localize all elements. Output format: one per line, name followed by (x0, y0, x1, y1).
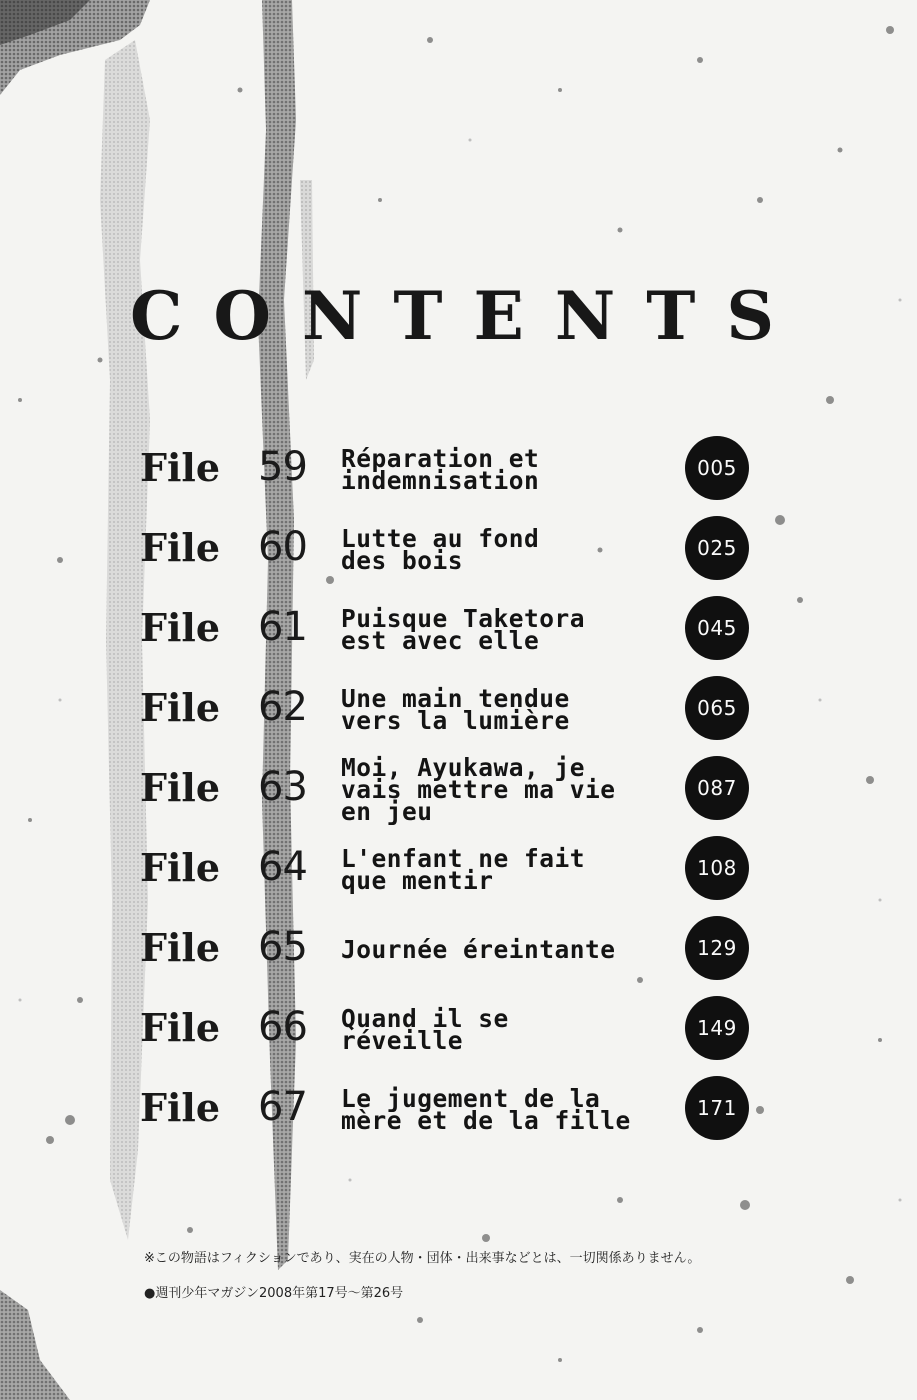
page-number-badge: 108 (685, 836, 749, 900)
file-number: 67 (258, 1084, 307, 1130)
chapter-title: Quand il se réveille (341, 1004, 509, 1055)
file-number: 59 (258, 444, 307, 490)
file-label: File (140, 685, 221, 730)
file-number: 60 (258, 524, 307, 570)
page-number-badge: 005 (685, 436, 749, 500)
file-label: File (140, 1005, 221, 1050)
toc-entry[interactable] (0, 834, 917, 914)
toc-entry[interactable] (0, 994, 917, 1074)
toc-entry[interactable] (0, 754, 917, 834)
chapter-title: L'enfant ne fait que mentir (341, 844, 586, 895)
file-number: 66 (258, 1004, 307, 1050)
file-label: File (140, 845, 221, 890)
file-label: File (140, 605, 221, 650)
chapter-title: Réparation et indemnisation (341, 444, 540, 495)
page-number-badge: 065 (685, 676, 749, 740)
file-number: 62 (258, 684, 307, 730)
page-number-badge: 025 (685, 516, 749, 580)
fiction-disclaimer: ※この物語はフィクションであり、実在の人物・団体・出来事などとは、一切関係ありません。 (144, 1251, 701, 1266)
file-label: File (140, 525, 221, 570)
toc-entry[interactable] (0, 914, 917, 994)
toc-entry[interactable] (0, 674, 917, 754)
toc-entry[interactable] (0, 1074, 917, 1154)
page-number-badge: 149 (685, 996, 749, 1060)
file-label: File (140, 1085, 221, 1130)
page-number-badge: 171 (685, 1076, 749, 1140)
chapter-title: Lutte au fond des bois (341, 524, 540, 575)
toc-entry[interactable] (0, 594, 917, 674)
chapter-title: Le jugement de la mère et de la fille (341, 1084, 631, 1135)
page-number-badge: 129 (685, 916, 749, 980)
contents-heading: CONTENTS (130, 277, 806, 355)
file-number: 61 (258, 604, 307, 650)
page-number-badge: 045 (685, 596, 749, 660)
file-label: File (140, 925, 221, 970)
chapter-title: Puisque Taketora est avec elle (341, 604, 586, 655)
toc-entry[interactable] (0, 514, 917, 594)
file-number: 63 (258, 764, 307, 810)
file-number: 65 (258, 924, 307, 970)
toc-entry[interactable] (0, 434, 917, 514)
chapter-title: Moi, Ayukawa, je vais mettre ma vie en jeu (341, 753, 616, 826)
file-label: File (140, 445, 221, 490)
file-label: File (140, 765, 221, 810)
chapter-title: Une main tendue vers la lumière (341, 684, 570, 735)
file-number: 64 (258, 844, 307, 890)
page-number-badge: 087 (685, 756, 749, 820)
chapter-title: Journée éreintante (341, 935, 616, 964)
serialization-source: ●週刊少年マガジン2008年第17号〜第26号 (144, 1286, 404, 1301)
